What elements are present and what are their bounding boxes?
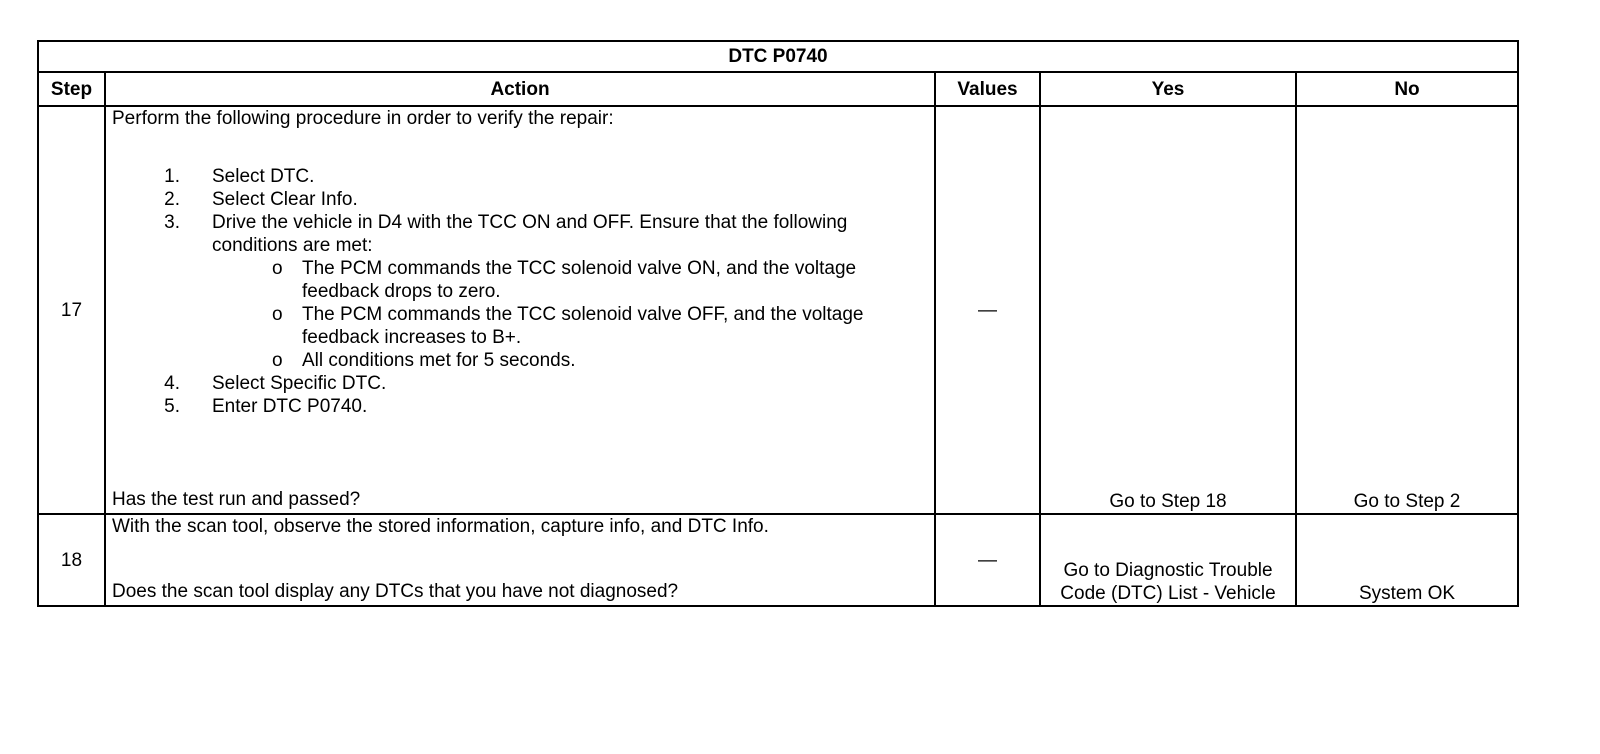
list-number: 5. <box>164 396 180 417</box>
no-cell: System OK <box>1296 514 1518 606</box>
list-number: 2. <box>164 189 180 210</box>
table-row-step-17 <box>38 106 1518 514</box>
action-cell <box>105 106 935 514</box>
header-yes: Yes <box>1040 72 1296 106</box>
conditions-list <box>212 257 932 372</box>
yes-cell: Go to Diagnostic Trouble Code (DTC) List - Vehicle <box>1040 514 1296 606</box>
list-item <box>164 211 932 372</box>
table-title: DTC P0740 <box>38 41 1518 72</box>
action-cell <box>105 514 935 606</box>
bullet-icon: o <box>272 304 283 325</box>
list-item <box>272 349 932 372</box>
list-number: 3. <box>164 212 180 233</box>
header-no: No <box>1296 72 1518 106</box>
list-item-text: Drive the vehicle in D4 with the TCC ON and OFF. Ensure that the following conditions are met: <box>212 212 848 256</box>
step-number: 17 <box>38 106 105 514</box>
no-cell: Go to Step 2 <box>1296 106 1518 514</box>
table-row-step-18 <box>38 514 1518 606</box>
list-number: 1. <box>164 166 180 187</box>
table-header-row <box>38 72 1518 106</box>
header-step: Step <box>38 72 105 106</box>
list-item <box>164 165 932 188</box>
yes-cell: Go to Step 18 <box>1040 106 1296 514</box>
condition-text: The PCM commands the TCC solenoid valve ON, and the voltage feedback drops to zero. <box>302 258 857 302</box>
procedure-list <box>112 165 932 418</box>
list-item-text: Select Specific DTC. <box>212 373 387 394</box>
list-item <box>164 188 932 211</box>
list-item-text: Select Clear Info. <box>212 189 358 210</box>
list-number: 4. <box>164 373 180 394</box>
list-item <box>272 257 932 303</box>
action-intro: Perform the following procedure in order to verify the repair: <box>112 108 614 129</box>
list-item <box>272 303 932 349</box>
action-question: Does the scan tool display any DTCs that you have not diagnosed? <box>112 581 679 602</box>
bullet-icon: o <box>272 258 283 279</box>
values-cell: — <box>935 106 1040 514</box>
list-item-text: Select DTC. <box>212 166 315 187</box>
step-number: 18 <box>38 514 105 606</box>
dtc-table <box>37 40 1519 607</box>
header-action: Action <box>105 72 935 106</box>
condition-text: All conditions met for 5 seconds. <box>302 350 576 371</box>
bullet-icon: o <box>272 350 283 371</box>
action-intro: With the scan tool, observe the stored information, capture info, and DTC Info. <box>112 516 769 537</box>
header-values: Values <box>935 72 1040 106</box>
list-item-text: Enter DTC P0740. <box>212 396 368 417</box>
condition-text: The PCM commands the TCC solenoid valve OFF, and the voltage feedback increases to B+. <box>302 304 864 348</box>
action-question: Has the test run and passed? <box>112 489 361 510</box>
values-cell: — <box>935 514 1040 606</box>
table-title-row <box>38 41 1518 72</box>
list-item <box>164 372 932 395</box>
list-item <box>164 395 932 418</box>
